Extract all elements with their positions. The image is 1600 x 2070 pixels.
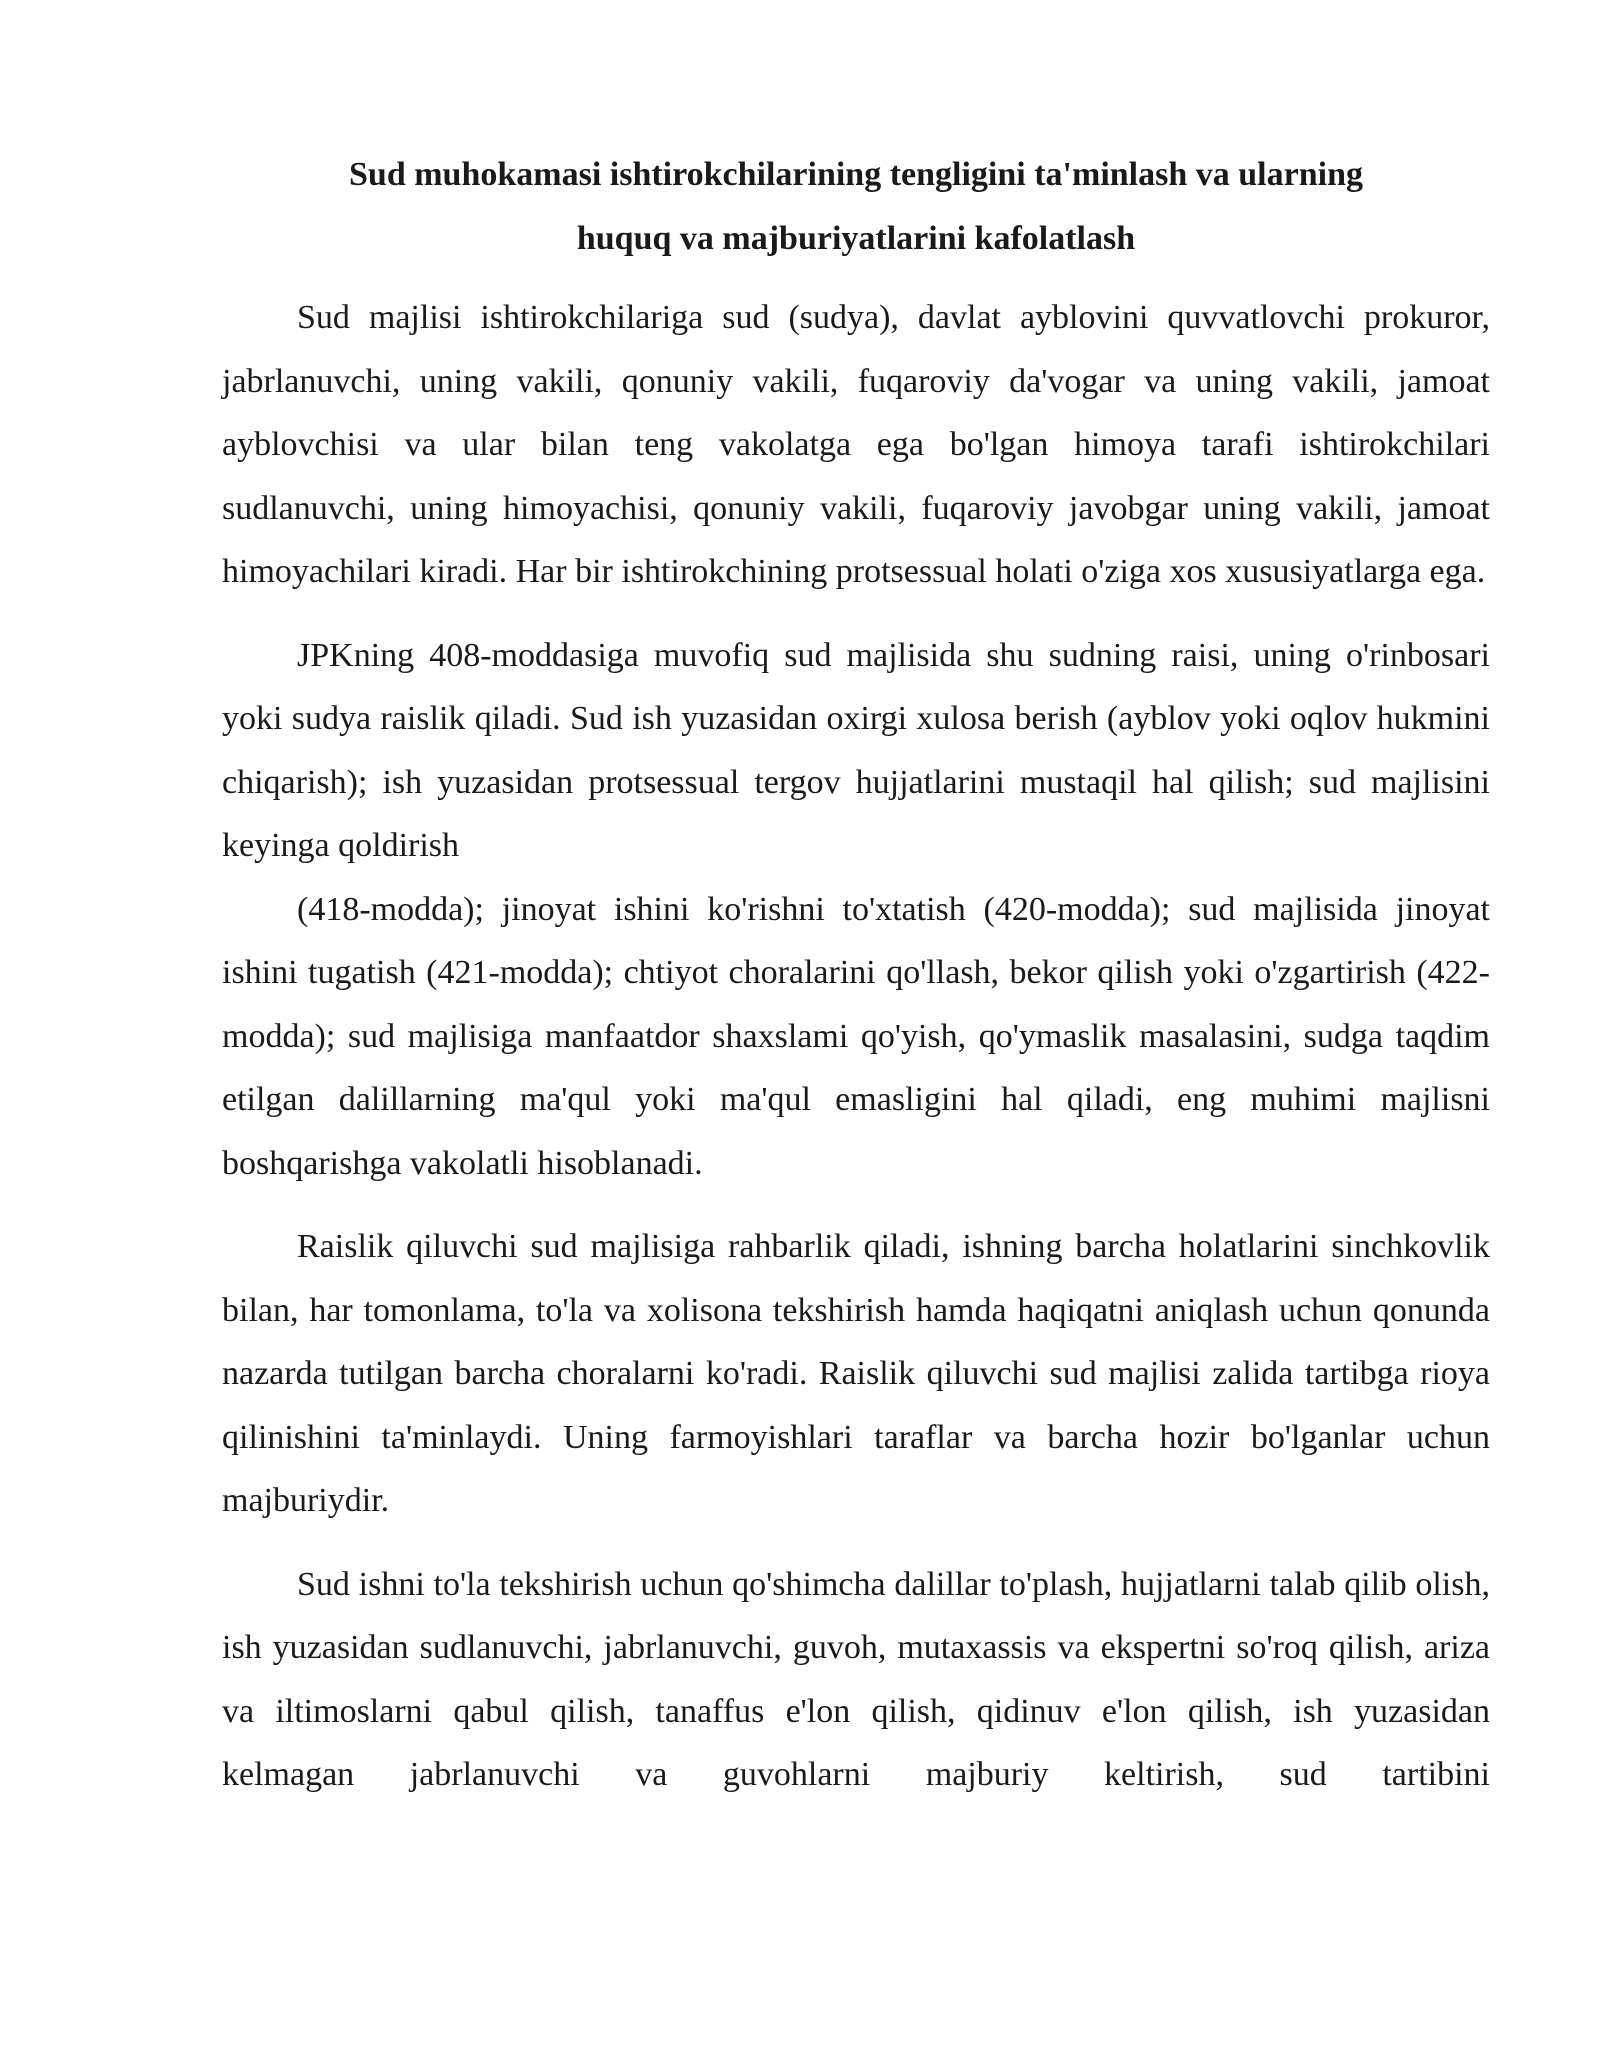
document-body [222,286,1490,1807]
paragraph-3: (418-modda); jinoyat ishini ko'rishni to'xtatish (420-modda); sud majlisida jinoyat ishini tugatish (421-modda); chtiyot choralarini qo'llash, bekor qilish yoki o'zgartirish (422-modda); sud majlisiga manfaatdor shaxslami qo'yish, qo'ymaslik masalasini, sudga taqdim etilgan dalillarning ma'qul yoki ma'qul emasligini hal qiladi, eng muhimi majlisni boshqarishga vakolatli hisoblanadi. [222,890,1490,1182]
paragraph-2: JPKning 408-moddasiga muvofiq sud majlisida shu sudning raisi, uning o'rinbosari yoki sudya raislik qiladi. Sud ish yuzasidan oxirgi xulosa berish (ayblov yoki oqlov hukmini chiqarish); ish yuzasidan protsessual tergov hujjatlarini mustaqil hal qilish; sud majlisini keyinga qoldirish [222,636,1490,864]
title-line-2: huquq va majburiyatlarini kafolatlash [576,220,1136,257]
title-line-1: Sud muhokamasi ishtirokchilarining tengligini ta'minlash va ularning [349,156,1363,193]
paragraph-5: Sud ishni to'la tekshirish uchun qo'shimcha dalillar to'plash, hujjatlarni talab qilib olish, ish yuzasidan sudlanuvchi, jabrlanuvchi, guvoh, mutaxassis va ekspertni so'roq qilish, ariza va iltimoslarni qabul qilish, tanaffus e'lon qilish, qidinuv e'lon qilish, ish yuzasidan kelmagan jabrlanuvchi va guvohlarni majburiy keltirish, sud tartibini [222,1565,1490,1793]
document-title [222,143,1490,271]
paragraph-4: Raislik qiluvchi sud majlisiga rahbarlik qiladi, ishning barcha holatlarini sinchkovlik bilan, har tomonlama, to'la va xolisona tekshirish hamda haqiqatni aniqlash uchun qonunda nazarda tutilgan barcha choralarni ko'radi. Raislik qiluvchi sud majlisi zalida tartibga rioya qilinishini ta'minlaydi. Uning farmoyishlari taraflar va barcha hozir bo'lganlar uchun majburiydir. [222,1228,1490,1519]
paragraph-1: Sud majlisi ishtirokchilariga sud (sudya), davlat ayblovini quvvatlovchi prokuror, jabrlanuvchi, uning vakili, qonuniy vakili, fuqaroviy da'vogar va uning vakili, jamoat ayblovchisi va ular bilan teng vakolatga ega bo'lgan himoya tarafi ishtirokchilari sudlanuvchi, uning himoyachisi, qonuniy vakili, fuqaroviy javobgar uning vakili, jamoat himoyachilari kiradi. Har bir ishtirokchining protsessual holati o'ziga xos xususiyatlarga ega. [222,299,1490,590]
